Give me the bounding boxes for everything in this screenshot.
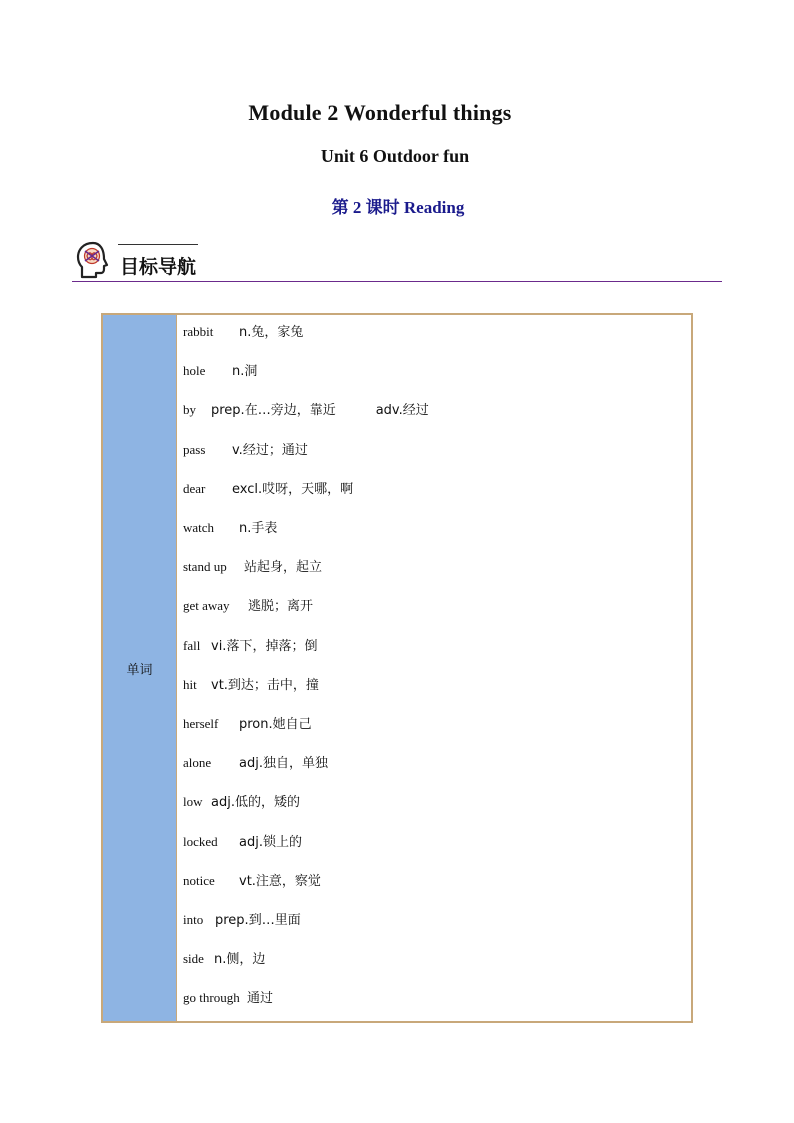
vocab-word: locked [183, 834, 218, 849]
section-top-line [118, 244, 198, 245]
vocab-def: vt.到达；击中，撞 [211, 678, 319, 693]
vocab-def: n.手表 [239, 521, 278, 536]
list-item [183, 792, 300, 812]
unit-title: Unit 6 Outdoor fun [320, 146, 470, 166]
list-item [183, 910, 301, 930]
list-item [183, 636, 317, 656]
list-item [183, 440, 308, 460]
list-item [183, 400, 429, 420]
list-item [183, 753, 328, 773]
list-item [183, 988, 273, 1008]
vocab-word: herself [183, 716, 219, 731]
vocab-word: pass [183, 442, 206, 457]
vocab-def: prep.到…里面 [215, 913, 301, 928]
vocab-word: fall [183, 638, 201, 653]
vocab-def: adj.锁上的 [239, 835, 302, 850]
vocab-def: prep.在…旁边，靠近 [211, 403, 336, 418]
vocab-def: 站起身，起立 [244, 560, 323, 575]
list-item [183, 871, 321, 891]
list-item [183, 949, 265, 969]
vocab-word: by [183, 402, 196, 417]
vocab-def: pron.她自己 [239, 717, 312, 732]
vocab-def: adj.低的，矮的 [211, 795, 300, 810]
vocab-word: go through [183, 990, 240, 1005]
list-item [183, 596, 313, 616]
list-item [183, 832, 302, 852]
vocab-def: v.经过；通过 [232, 443, 308, 458]
vocab-def: n.洞 [232, 364, 258, 379]
vocab-def: n.兔，家兔 [239, 325, 304, 340]
vocab-def: adj.独自，单独 [239, 756, 328, 771]
vocab-word: hole [183, 363, 206, 378]
vocab-word: stand up [183, 559, 227, 574]
vocab-def: 通过 [247, 991, 274, 1006]
list-item [183, 322, 303, 342]
list-item [183, 557, 322, 577]
vocab-label: 单词 [103, 315, 177, 1021]
list-item [183, 714, 312, 734]
section-title: 目标导航 [120, 256, 197, 278]
vocab-def: excl.哎呀，天哪，啊 [232, 482, 354, 497]
vocab-def-2: adv.经过 [375, 403, 429, 418]
head-brain-icon [74, 240, 112, 280]
lesson-title: 第 2 课时 Reading [331, 198, 465, 217]
section-divider [72, 281, 722, 282]
vocab-word: alone [183, 755, 212, 770]
vocab-word: watch [183, 520, 215, 535]
list-item [183, 675, 319, 695]
vocab-def: 逃脱；离开 [248, 599, 314, 614]
vocab-word: dear [183, 481, 206, 496]
list-item [183, 518, 277, 538]
vocab-word: get away [183, 598, 230, 613]
vocab-table [101, 313, 693, 1023]
vocab-word: notice [183, 873, 215, 888]
vocab-def: vt.注意，察觉 [239, 874, 321, 889]
vocab-word: low [183, 794, 203, 809]
vocab-word: into [183, 912, 204, 927]
list-item [183, 479, 353, 499]
vocab-def: vi.落下，掉落；倒 [211, 639, 318, 654]
vocab-word: rabbit [183, 324, 214, 339]
vocab-word: side [183, 951, 204, 966]
vocab-word: hit [183, 677, 197, 692]
list-item [183, 361, 257, 381]
vocab-def: n.侧，边 [214, 952, 266, 967]
module-title: Module 2 Wonderful things [248, 100, 512, 125]
vocab-list [177, 315, 691, 1021]
